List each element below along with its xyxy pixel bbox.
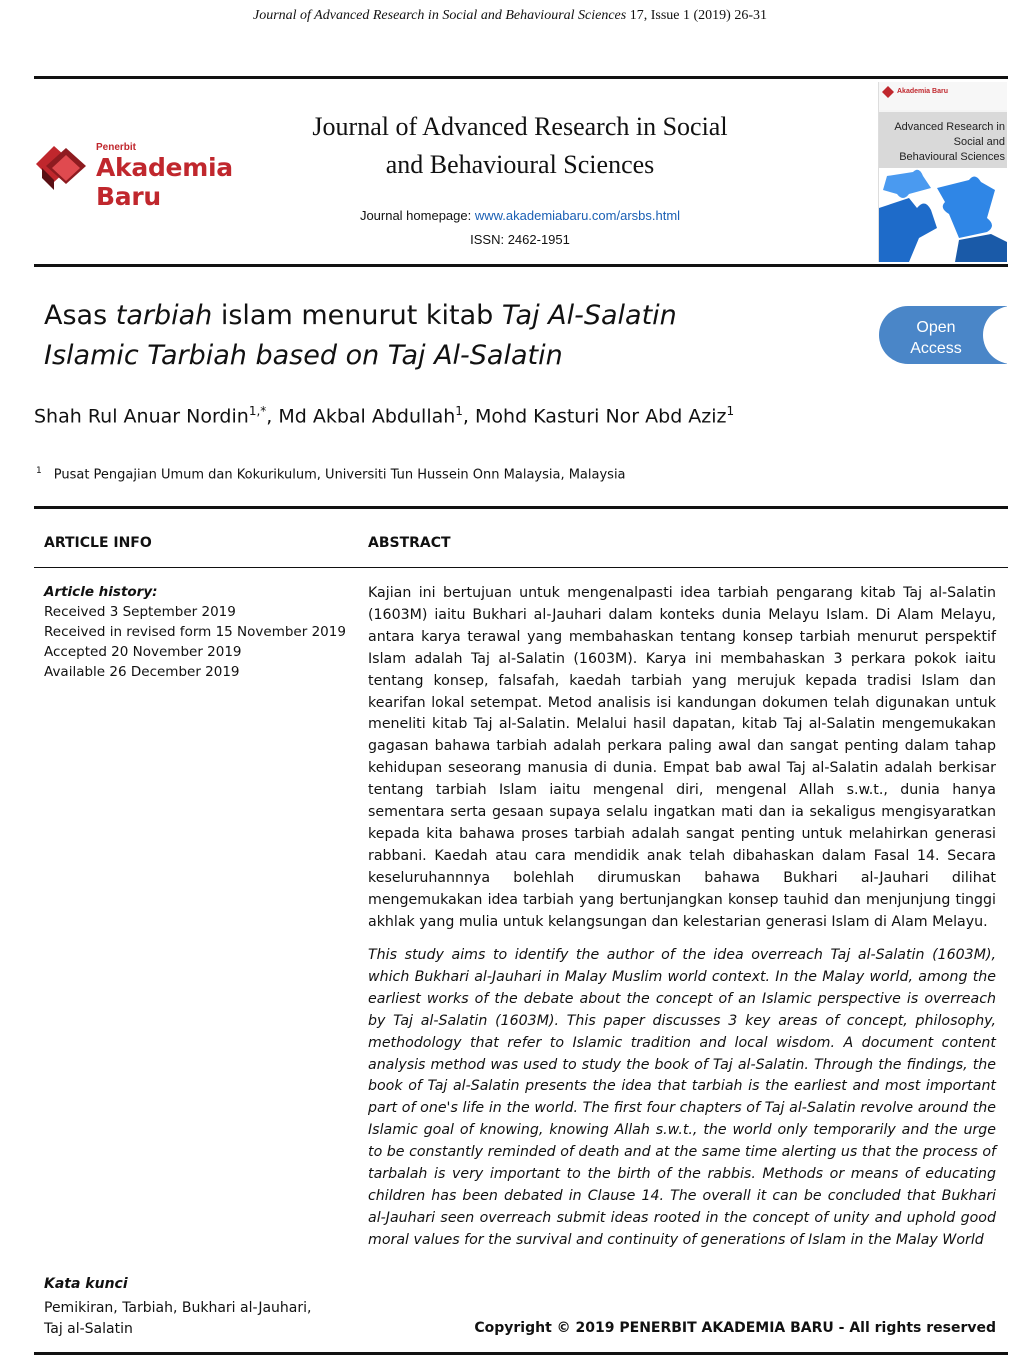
journal-title (270, 108, 770, 184)
article-history-label: Article history: (44, 584, 158, 600)
header-bottom-rule (34, 264, 1008, 267)
running-head (0, 8, 1020, 24)
history-item: Accepted 20 November 2019 (44, 644, 242, 660)
author-name: Mohd Kasturi Nor Abd Aziz (475, 405, 727, 428)
article-history (44, 582, 346, 682)
running-head-issue: 17, Issue 1 (2019) 26-31 (629, 8, 767, 23)
abstract-english: This study aims to identify the author of the idea overreach Taj al-Salatin (1603M), which Bukhari al-Jauhari in Malay Muslim world context. In the Malay world, among the earliest works of the debate about the concept of an Islamic perspective is overreach by Taj al-Salatin (1603M). This paper discusses 3 key areas of concept, philosophy, methodology that refer to Islamic tradition and local wisdom. A document content analysis method was used to study the book of Taj al-Salatin. Through the findings, the book of Taj al-Salatin presents the idea that tarbiah is the earliest and most important part of one's life in the world. The first four chapters of Taj al-Salatin revolve around the Islamic goal of knowing, knowing Allah s.w.t., the world only temporarily and the urge to be constantly reminded of death and at the same time alerting us that the process of tarbalah is very important to the birth of the rabbis. Methods or means of educating children has been debated in Clause 14. The overall it can be concluded that Bukhari al-Jauhari seen overreach submit ideas rooted in the concept of unity and uphold good moral values for the survival and continuity of generations of Islam in the Malay World (368, 947, 996, 1248)
info-top-rule (34, 506, 1008, 509)
open-access-line1: Open (916, 319, 956, 336)
homepage-label: Journal homepage: (359, 208, 475, 223)
footer-rule (34, 1352, 1008, 1355)
publisher-logo-small: Penerbit (96, 142, 137, 153)
keywords: Pemikiran, Tarbiah, Bukhari al-Jauhari, Taj al-Salatin (44, 1300, 312, 1337)
journal-title-line2: and Behavioural Sciences (385, 150, 655, 179)
author-list: Shah Rul Anuar Nordin$^{1,*}$, Md Akbal Abdullah$^1$, Mohd Kasturi Nor Abd Aziz$^1$ (34, 404, 735, 428)
cover-logo-icon (882, 86, 896, 98)
history-item: Received 3 September 2019 (44, 604, 236, 620)
open-access-line2: Access (910, 340, 962, 357)
cover-brand: Akademia Baru (897, 88, 948, 95)
publisher-logo (32, 138, 272, 211)
info-header-rule (34, 567, 1008, 568)
open-access-badge[interactable] (879, 306, 1007, 364)
copyright-notice: Copyright © 2019 PENERBIT AKADEMIA BARU - All rights reserved (474, 1320, 996, 1336)
journal-title-line1: Journal of Advanced Research in Social (312, 112, 728, 141)
publisher-logo-icon (32, 138, 94, 196)
author-name: Shah Rul Anuar Nordin (34, 405, 249, 428)
cover-title: Advanced Research in Social and Behavioural Sciences (894, 121, 1005, 163)
article-info-heading: ARTICLE INFO (44, 535, 152, 551)
history-item: Received in revised form 15 November 2019 (44, 624, 346, 640)
affiliation: $^1$ Pusat Pengajian Umum dan Kokurikulum, Universiti Tun Hussein Onn Malaysia, Malaysia (36, 466, 626, 483)
keywords-label: Kata kunci (44, 1276, 128, 1292)
history-item: Available 26 December 2019 (44, 664, 240, 680)
journal-issn: ISSN: 2462-1951 (470, 232, 570, 247)
abstract-malay: Kajian ini bertujuan untuk mengenalpasti idea tarbiah pengarang kitab Taj al-Salatin (1603M) iaitu Bukhari al-Jauhari dalam konteks dunia Melayu Islam. Di Alam Melayu, antara karya terawal yang membahaskan tentang konsep tarbiah menurut perspektif Islam adalah Taj al-Salatin (1603M). Karya ini membahaskan 3 perkara pokok iaitu tentang konsep, falsafah, kaedah tarbiah yang merujuk kepada tradisi Islam dan kearifan lokal setempat. Metod analisis isi kandungan dokumen telah digunakan untuk meneliti kitab Taj al-Salatin. Melalui hasil dapatan, kitab Taj al-Salatin mengemukakan gagasan bahawa tarbiah adalah perkara paling awal dan sangat penting dalam tahap kehidupan seseorang manusia di dunia. Empat bab awal Taj al-Salatin adalah berkisar tentang tarbiah Islam iaitu mengenal diri, mengenal Allah s.w.t., dunia hanya sementara serta gesaan supaya selalu ingatkan mati dan ia sekaligus mengisyaratkan kepada kita bahawa proses tarbiah adalah sangat penting untuk melahirkan generasi rabbani. Kaedah atau cara mendidik anak telah dibahaskan dalam Fasal 14. Secara keseluruhannnya bolehlah dirumuskan bahawa Bukhari al-Jauhari dilihat mengemukakan idea tarbiah yang bertunjangkan konsep tauhid dan menjunjung tinggi akhlak yang mulia untuk kelangsungan dan kelestarian generasi Islam di Alam Melayu. (368, 585, 996, 930)
cover-puzzle-icon (879, 168, 1007, 262)
author-name: Md Akbal Abdullah (278, 405, 456, 428)
abstract-heading: ABSTRACT (368, 535, 451, 551)
publisher-logo-main: Akademia Baru (96, 153, 233, 211)
article-title-english: Islamic Tarbiah based on Taj Al-Salatin (44, 340, 563, 371)
running-head-journal: Journal of Advanced Research in Social and Behavioural Sciences (252, 8, 627, 23)
homepage-link[interactable]: www.akademiabaru.com/arsbs.html (474, 208, 681, 223)
journal-cover (878, 82, 1007, 262)
article-title-malay: Asas tarbiah islam menurut kitab Taj Al-Salatin (44, 300, 677, 331)
journal-homepage (270, 208, 770, 223)
header-top-rule (34, 76, 1008, 79)
